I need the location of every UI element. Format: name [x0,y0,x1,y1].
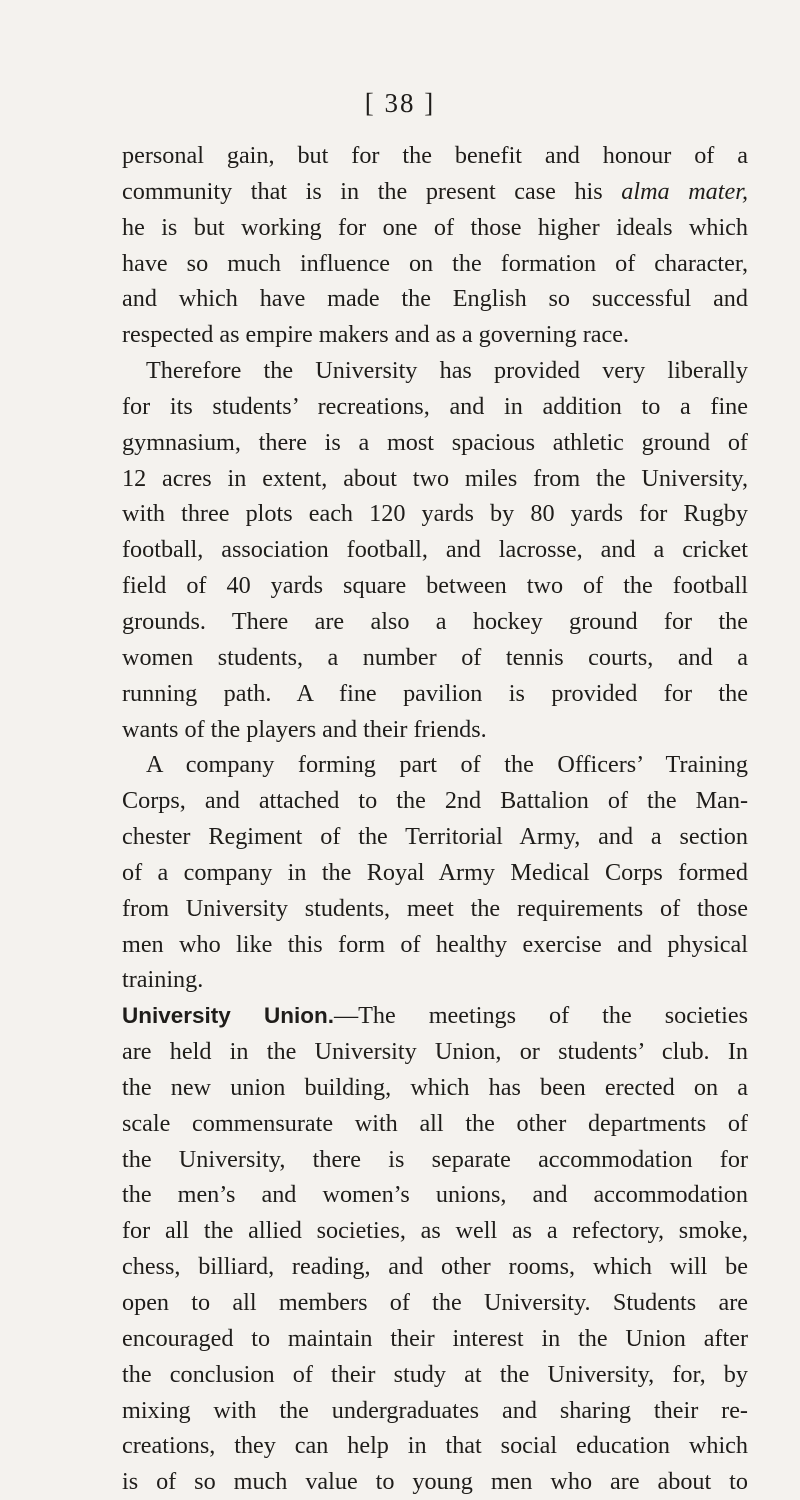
line-text: training. [122,966,204,994]
text-line [122,1357,748,1393]
line-text: scale commensurate with all the other departments of [122,1109,748,1137]
text-line [122,1393,748,1429]
line-text: chess, billiard, reading, and other rooms, which will be [122,1253,748,1281]
text-line [122,1249,748,1285]
text-line [122,461,748,497]
line-text: field of 40 yards square between two of the football [122,572,748,600]
text-line [122,1213,748,1249]
text-line [122,532,748,568]
text-line [122,604,748,640]
italic-text: alma mater, [621,177,748,205]
text-line [122,246,748,282]
line-text: personal gain, but for the benefit and honour of a [122,142,748,169]
text-line [122,676,748,712]
line-text: wants of the players and their friends. [122,715,487,743]
line-text: the University, there is separate accommodation for [122,1145,748,1173]
line-text: the new union building, which has been erected on a [122,1073,748,1101]
line-text: respected as empire makers and as a governing race. [122,321,630,349]
text-line [122,353,748,389]
text-line [122,1464,748,1500]
text-line [122,891,748,927]
text-line [122,389,748,425]
text-line [122,927,748,963]
line-text: are held in the University Union, or students’ club. In [122,1038,748,1066]
text-line [122,819,748,855]
text-line [122,1177,748,1213]
line-text: he is but working for one of those higher ideals which [122,213,748,241]
line-text: for its students’ recreations, and in addition to a fine [122,392,748,420]
text-line [122,855,748,891]
text-line [122,281,748,317]
line-text: 12 acres in extent, about two miles from the University, [122,464,748,492]
text-line [122,1428,748,1464]
text-line [122,1142,748,1178]
line-text: —The meetings of the societies [333,1002,748,1030]
text-line [122,210,748,246]
line-text: women students, a number of tennis courts, and a [122,643,748,671]
line-text: from University students, meet the requirements of those [122,894,748,922]
line-text: gymnasium, there is a most spacious athletic ground of [122,428,748,456]
line-text: and which have made the English so successful and [122,285,748,313]
text-line [122,747,748,783]
text-line [122,1034,748,1070]
text-line [122,1285,748,1321]
line-text: Therefore the University has provided very liberally [146,357,748,385]
body-text [122,138,748,1500]
section-heading: University Union. [122,1003,334,1029]
line-text: Corps, and attached to the 2nd Battalion of the Man- [122,787,748,815]
text-line [122,783,748,819]
line-text: of a company in the Royal Army Medical Corps formed [122,858,748,886]
text-line [122,138,748,174]
line-text: community that is in the present case his [122,177,622,205]
line-text: creations, they can help in that social education which [122,1432,748,1460]
text-line [122,640,748,676]
line-text: for all the allied societies, as well as a refectory, smoke, [122,1217,748,1245]
line-text: have so much influence on the formation of character, [122,249,748,277]
text-line [122,174,748,210]
line-text: the men’s and women’s unions, and accommodation [122,1181,748,1209]
line-text: grounds. There are also a hockey ground for the [122,607,748,635]
text-line [122,425,748,461]
text-line [122,1321,748,1357]
text-line [122,496,748,532]
line-text: with three plots each 120 yards by 80 yards for Rugby [122,500,748,528]
text-line [122,998,748,1034]
text-line [122,1070,748,1106]
page-number: [ 38 ] [364,88,436,118]
line-text: chester Regiment of the Territorial Army, and a section [122,823,748,851]
text-line [122,1106,748,1142]
line-text: running path. A fine pavilion is provided for the [122,679,748,707]
line-text: the conclusion of their study at the University, for, by [122,1360,748,1388]
line-text: men who like this form of healthy exercise and physical [122,930,748,958]
text-line [122,962,748,998]
line-text: encouraged to maintain their interest in the Union after [122,1324,748,1352]
line-text: mixing with the undergraduates and sharing their re- [122,1396,748,1424]
line-text: open to all members of the University. Students are [122,1289,748,1316]
line-text: football, association football, and lacrosse, and a cricket [122,536,748,564]
line-text: is of so much value to young men who are about to [122,1468,748,1496]
text-line [122,712,748,748]
text-line [122,568,748,604]
text-line [122,317,748,353]
line-text: A company forming part of the Officers’ Training [146,751,748,779]
